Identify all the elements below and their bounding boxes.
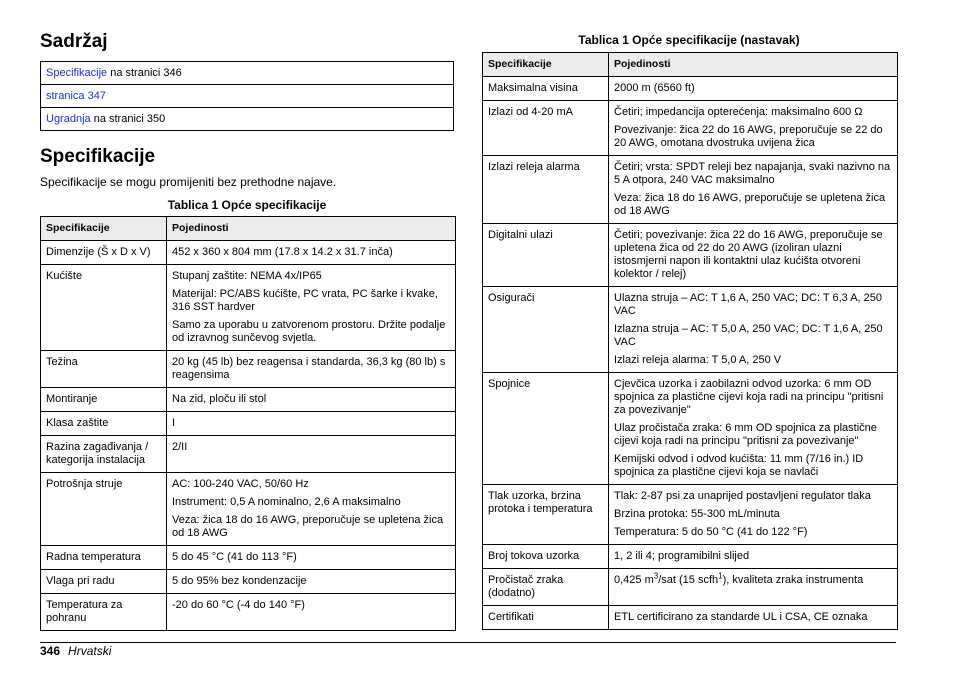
spec-details-cell <box>609 101 898 156</box>
spec-name-cell: Tlak uzorka, brzina protoka i temperatura <box>483 485 609 545</box>
contents-row <box>41 62 454 85</box>
spec-details-cell <box>609 287 898 373</box>
spec-detail-line: Povezivanje: žica 22 do 16 AWG, preporučuje se 22 do 20 AWG, omotana dvostruka uvijena žica <box>614 124 883 149</box>
footer-divider <box>40 642 896 643</box>
spec-detail-line: Izlazi releja alarma: T 5,0 A, 250 V <box>614 354 782 366</box>
table-row <box>41 265 456 351</box>
column-header-details: Pojedinosti <box>609 53 898 77</box>
spec-detail-line <box>614 571 892 587</box>
contents-row <box>41 108 454 131</box>
spec-detail-line: Instrument: 0,5 A nominalno, 2,6 A maksimalno <box>172 496 401 508</box>
spec-name-cell: Izlazi od 4-20 mA <box>483 101 609 156</box>
spec-details-cell <box>167 436 456 473</box>
spec-name-cell: Pročistač zraka (dodatno) <box>483 569 609 606</box>
spec-name-cell: Dimenzije (Š x D x V) <box>41 241 167 265</box>
spec-detail-line: Četiri; impedancija opterećenja: maksimalno 600 Ω <box>614 106 863 118</box>
spec-details-cell <box>167 473 456 546</box>
spec-name-cell: Razina zagađivanja / kategorija instalacija <box>41 436 167 473</box>
spec-detail-line: Kemijski odvod i odvod kućišta: 11 mm (7/16 in.) ID spojnica za plastične cijevi koja se navlači <box>614 453 864 478</box>
section-title: Specifikacije <box>40 146 156 167</box>
spec-detail-line: Izlazna struja – AC: T 5,0 A, 250 VAC; DC: T 1,6 A, 250 VAC <box>614 323 883 348</box>
spec-detail-line: Ulaz pročistača zraka: 6 mm OD spojnica za plastične cijevi koja radi na principu "pritisni za povezivanje" <box>614 422 877 447</box>
spec-details-cell <box>609 485 898 545</box>
spec-name-cell: Spojnice <box>483 373 609 485</box>
contents-page-ref: na stranici 346 <box>107 67 182 79</box>
spec-detail-line: Tlak: 2-87 psi za unaprijed postavljeni regulator tlaka <box>614 490 871 502</box>
spec-details-cell <box>609 224 898 287</box>
spec-name-cell: Izlazi releja alarma <box>483 156 609 224</box>
spec-detail-line: 20 kg (45 lb) bez reagensa i standarda, 36,3 kg (80 lb) s reagensima <box>172 356 446 381</box>
spec-detail-line: 5 do 45 °C (41 do 113 °F) <box>172 551 297 563</box>
column-header-spec: Specifikacije <box>483 53 609 77</box>
table-row <box>483 485 898 545</box>
contents-page-ref: na stranici 350 <box>90 113 166 125</box>
spec-name-cell: Kućište <box>41 265 167 351</box>
spec-details-cell <box>609 77 898 101</box>
spec-name-cell: Radna temperatura <box>41 546 167 570</box>
spec-name-cell: Digitalni ulazi <box>483 224 609 287</box>
spec-details-cell <box>167 241 456 265</box>
contents-title: Sadržaj <box>40 31 108 52</box>
table-row <box>483 606 898 630</box>
table-row <box>41 546 456 570</box>
spec-name-cell: Maksimalna visina <box>483 77 609 101</box>
table-row <box>483 373 898 485</box>
spec-details-cell <box>609 156 898 224</box>
spec-name-cell: Težina <box>41 351 167 388</box>
table-row <box>41 436 456 473</box>
table-row <box>41 473 456 546</box>
spec-name-cell: Potrošnja struje <box>41 473 167 546</box>
spec-details-cell <box>167 594 456 631</box>
spec-details-cell <box>167 265 456 351</box>
spec-details-cell <box>167 570 456 594</box>
table-row <box>483 569 898 606</box>
spec-detail-line: Na zid, ploču ili stol <box>172 393 267 405</box>
table-row <box>41 241 456 265</box>
spec-name-cell: Broj tokova uzorka <box>483 545 609 569</box>
column-header-details: Pojedinosti <box>167 217 456 241</box>
spec-detail-line: I <box>172 417 176 429</box>
spec-details-cell <box>609 606 898 630</box>
spec-name-cell: Montiranje <box>41 388 167 412</box>
spec-detail-line: -20 do 60 °C (-4 do 140 °F) <box>172 599 305 611</box>
spec-detail-line: Materijal: PC/ABS kućište, PC vrata, PC šarke i kvake, 316 SST hardver <box>172 288 438 313</box>
table-row <box>41 388 456 412</box>
table-row <box>483 156 898 224</box>
spec-name-cell: Osigurači <box>483 287 609 373</box>
contents-table <box>40 61 454 131</box>
spec-details-cell <box>609 373 898 485</box>
intro-text: Specifikacije se mogu promijeniti bez prethodne najave. <box>40 175 337 189</box>
spec-detail-line: Samo za uporabu u zatvorenom prostoru. Držite podalje od izravnog sunčevog svjetla. <box>172 319 446 344</box>
spec-detail-line: 5 do 95% bez kondenzacije <box>172 575 307 587</box>
spec-detail-line: 452 x 360 x 804 mm (17.8 x 14.2 x 31.7 inča) <box>172 246 393 258</box>
spec-detail-line: Brzina protoka: 55-300 mL/minuta <box>614 508 780 520</box>
contents-link[interactable]: Ugradnja <box>46 113 91 125</box>
contents-link[interactable]: stranica 347 <box>46 90 106 102</box>
contents-link[interactable]: Specifikacije <box>46 67 108 79</box>
table-row <box>483 101 898 156</box>
table-row <box>483 224 898 287</box>
page-footer <box>40 644 111 658</box>
spec-name-cell: Temperatura za pohranu <box>41 594 167 631</box>
spec-detail-line: AC: 100-240 VAC, 50/60 Hz <box>172 478 309 490</box>
spec-details-cell <box>609 569 898 606</box>
spec-detail-line: 1, 2 ili 4; programibilni slijed <box>614 550 750 562</box>
detail-text-part: 0,425 m <box>614 574 654 586</box>
page-number: 346 <box>40 644 61 658</box>
table-row <box>41 570 456 594</box>
table-row <box>483 545 898 569</box>
spec-detail-line: Ulazna struja – AC: T 1,6 A, 250 VAC; DC: T 6,3 A, 250 VAC <box>614 292 883 317</box>
detail-text-part: ), kvaliteta zraka instrumenta <box>722 574 864 586</box>
spec-detail-line: Četiri; vrsta: SPDT releji bez napajanja, svaki nazivno na 5 A otpora, 240 VAC maksimalno <box>614 161 891 186</box>
detail-text-part: /sat (15 scfh <box>658 574 719 586</box>
spec-name-cell: Vlaga pri radu <box>41 570 167 594</box>
contents-row <box>41 85 454 108</box>
spec-details-cell <box>167 546 456 570</box>
table-row <box>483 287 898 373</box>
superscript-text: 3 <box>653 571 659 581</box>
spec-details-cell <box>609 545 898 569</box>
general-spec-table-continued <box>482 52 898 630</box>
spec-name-cell: Certifikati <box>483 606 609 630</box>
spec-detail-line: ETL certificirano za standarde UL i CSA, CE oznaka <box>614 611 868 623</box>
table1cont-caption: Tablica 1 Opće specifikacije (nastavak) <box>578 33 800 47</box>
spec-detail-line: Stupanj zaštite: NEMA 4x/IP65 <box>172 270 322 282</box>
spec-detail-line: Četiri; povezivanje: žica 22 do 16 AWG, preporučuje se upletena žica od 22 do 20 AWG (izoliran ulazni istosmjerni napon ili kontaktni ulaz kućišta otvoreni kolektor / relej) <box>614 229 883 280</box>
table-header-row <box>41 217 456 241</box>
spec-detail-line: Veza: žica 18 do 16 AWG, preporučuje se upletena žica od 18 AWG <box>172 514 444 539</box>
column-header-spec: Specifikacije <box>41 217 167 241</box>
table-header-row <box>483 53 898 77</box>
spec-name-cell: Klasa zaštite <box>41 412 167 436</box>
spec-detail-line: 2000 m (6560 ft) <box>614 82 695 94</box>
spec-details-cell <box>167 388 456 412</box>
spec-detail-line: Cjevčica uzorka i zaobilazni odvod uzorka: 6 mm OD spojnica za plastične cijevi koja radi na principu "pritisni za povezivanje" <box>614 378 884 416</box>
table-row <box>483 77 898 101</box>
general-spec-table <box>40 216 456 631</box>
table-row <box>41 412 456 436</box>
table1-caption: Tablica 1 Opće specifikacije <box>167 198 327 212</box>
spec-details-cell <box>167 412 456 436</box>
table-row <box>41 594 456 631</box>
spec-detail-line: Veza: žica 18 do 16 AWG, preporučuje se upletena žica od 18 AWG <box>614 192 886 217</box>
footer-language: Hrvatski <box>68 644 112 658</box>
table-row <box>41 351 456 388</box>
spec-detail-line: Temperatura: 5 do 50 °C (41 do 122 °F) <box>614 526 808 538</box>
spec-detail-line: 2/II <box>172 441 188 453</box>
superscript-text: 1 <box>718 571 723 581</box>
spec-details-cell <box>167 351 456 388</box>
